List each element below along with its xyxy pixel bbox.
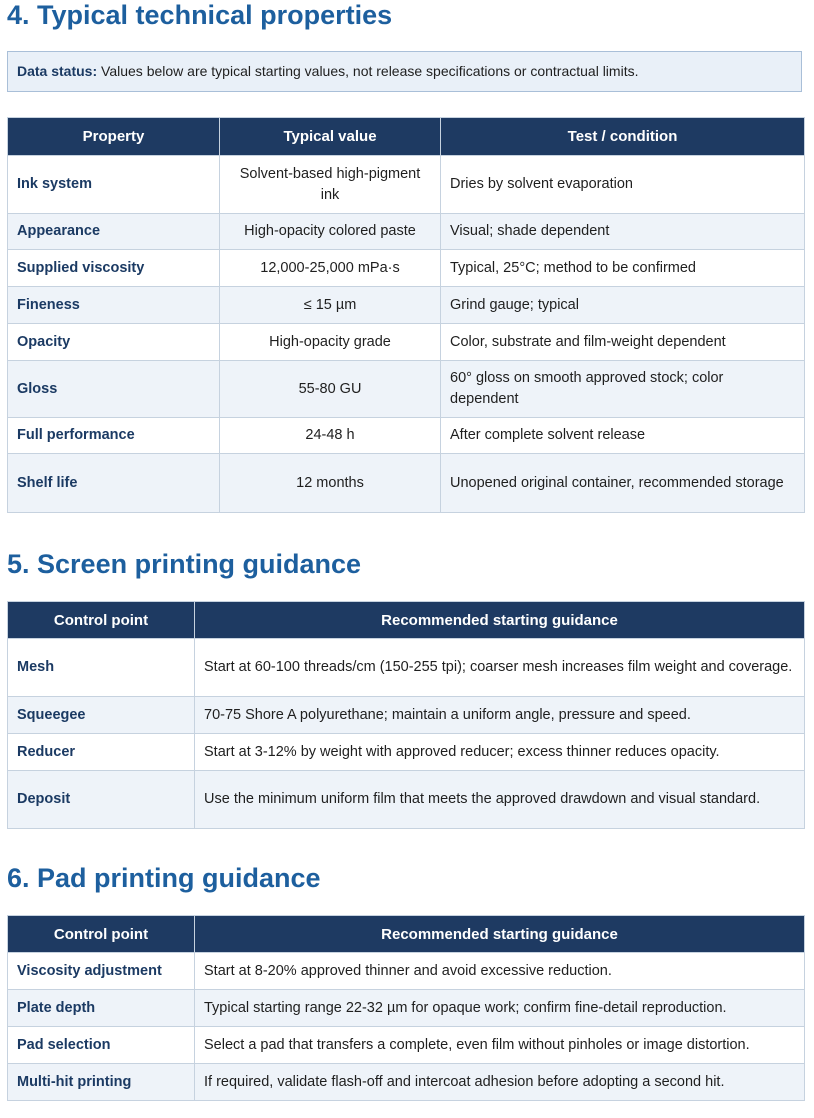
- table-row: [8, 454, 805, 513]
- control-point-cell: Squeegee: [8, 697, 195, 734]
- guidance-cell: If required, validate flash-off and intercoat adhesion before adopting a second hit.: [195, 1064, 805, 1101]
- guidance-cell: Start at 3-12% by weight with approved reducer; excess thinner reduces opacity.: [195, 734, 805, 771]
- table-header-row: [8, 602, 805, 639]
- table-row: [8, 953, 805, 990]
- column-header: Recommended starting guidance: [195, 916, 805, 953]
- property-cell: Ink system: [8, 156, 220, 214]
- value-cell: ≤ 15 µm: [220, 287, 441, 324]
- table-row: [8, 156, 805, 214]
- guidance-cell: Select a pad that transfers a complete, even film without pinholes or image distortion.: [195, 1027, 805, 1064]
- test-cell: Grind gauge; typical: [441, 287, 805, 324]
- section-6-title: 6. Pad printing guidance: [7, 863, 321, 893]
- column-header: Control point: [8, 602, 195, 639]
- data-status-text: Values below are typical starting values, not release specifications or contractual limits.: [101, 63, 639, 79]
- value-cell: High-opacity grade: [220, 324, 441, 361]
- property-cell: Gloss: [8, 361, 220, 418]
- table-row: [8, 1064, 805, 1101]
- test-cell: 60° gloss on smooth approved stock; color dependent: [441, 361, 805, 418]
- column-header: Recommended starting guidance: [195, 602, 805, 639]
- table-row: [8, 214, 805, 250]
- control-point-cell: Viscosity adjustment: [8, 953, 195, 990]
- value-cell: 24-48 h: [220, 418, 441, 454]
- value-cell: High-opacity colored paste: [220, 214, 441, 250]
- value-cell: Solvent-based high-pigment ink: [220, 156, 441, 214]
- table-row: [8, 990, 805, 1027]
- table-row: [8, 418, 805, 454]
- column-header: Control point: [8, 916, 195, 953]
- table-row: [8, 1027, 805, 1064]
- data-status-label: Data status:: [17, 63, 98, 79]
- table-row: [8, 250, 805, 287]
- table-row: [8, 324, 805, 361]
- table-row: [8, 697, 805, 734]
- screen-printing-table: [7, 601, 805, 829]
- table-header-row: [8, 118, 805, 156]
- table-row: [8, 771, 805, 829]
- pad-printing-table: [7, 915, 805, 1101]
- property-cell: Appearance: [8, 214, 220, 250]
- control-point-cell: Pad selection: [8, 1027, 195, 1064]
- data-status-note: [7, 51, 802, 92]
- column-header: Property: [8, 118, 220, 156]
- test-cell: Dries by solvent evaporation: [441, 156, 805, 214]
- test-cell: Typical, 25°C; method to be confirmed: [441, 250, 805, 287]
- column-header: Typical value: [220, 118, 441, 156]
- test-cell: After complete solvent release: [441, 418, 805, 454]
- control-point-cell: Deposit: [8, 771, 195, 829]
- property-cell: Full performance: [8, 418, 220, 454]
- table-row: [8, 287, 805, 324]
- table-header-row: [8, 916, 805, 953]
- table-row: [8, 639, 805, 697]
- properties-table: [7, 117, 805, 513]
- value-cell: 55-80 GU: [220, 361, 441, 418]
- guidance-cell: Start at 8-20% approved thinner and avoid excessive reduction.: [195, 953, 805, 990]
- property-cell: Fineness: [8, 287, 220, 324]
- control-point-cell: Reducer: [8, 734, 195, 771]
- section-4-title: 4. Typical technical properties: [7, 0, 393, 30]
- property-cell: Shelf life: [8, 454, 220, 513]
- table-row: [8, 734, 805, 771]
- control-point-cell: Mesh: [8, 639, 195, 697]
- control-point-cell: Multi-hit printing: [8, 1064, 195, 1101]
- control-point-cell: Plate depth: [8, 990, 195, 1027]
- guidance-cell: Start at 60-100 threads/cm (150-255 tpi); coarser mesh increases film weight and coverage.: [195, 639, 805, 697]
- table-row: [8, 361, 805, 418]
- section-5-title: 5. Screen printing guidance: [7, 549, 362, 579]
- property-cell: Supplied viscosity: [8, 250, 220, 287]
- value-cell: 12,000-25,000 mPa·s: [220, 250, 441, 287]
- guidance-cell: Use the minimum uniform film that meets the approved drawdown and visual standard.: [195, 771, 805, 829]
- guidance-cell: Typical starting range 22-32 µm for opaque work; confirm fine-detail reproduction.: [195, 990, 805, 1027]
- guidance-cell: 70-75 Shore A polyurethane; maintain a uniform angle, pressure and speed.: [195, 697, 805, 734]
- property-cell: Opacity: [8, 324, 220, 361]
- test-cell: Color, substrate and film-weight dependent: [441, 324, 805, 361]
- test-cell: Visual; shade dependent: [441, 214, 805, 250]
- test-cell: Unopened original container, recommended storage: [441, 454, 805, 513]
- value-cell: 12 months: [220, 454, 441, 513]
- column-header: Test / condition: [441, 118, 805, 156]
